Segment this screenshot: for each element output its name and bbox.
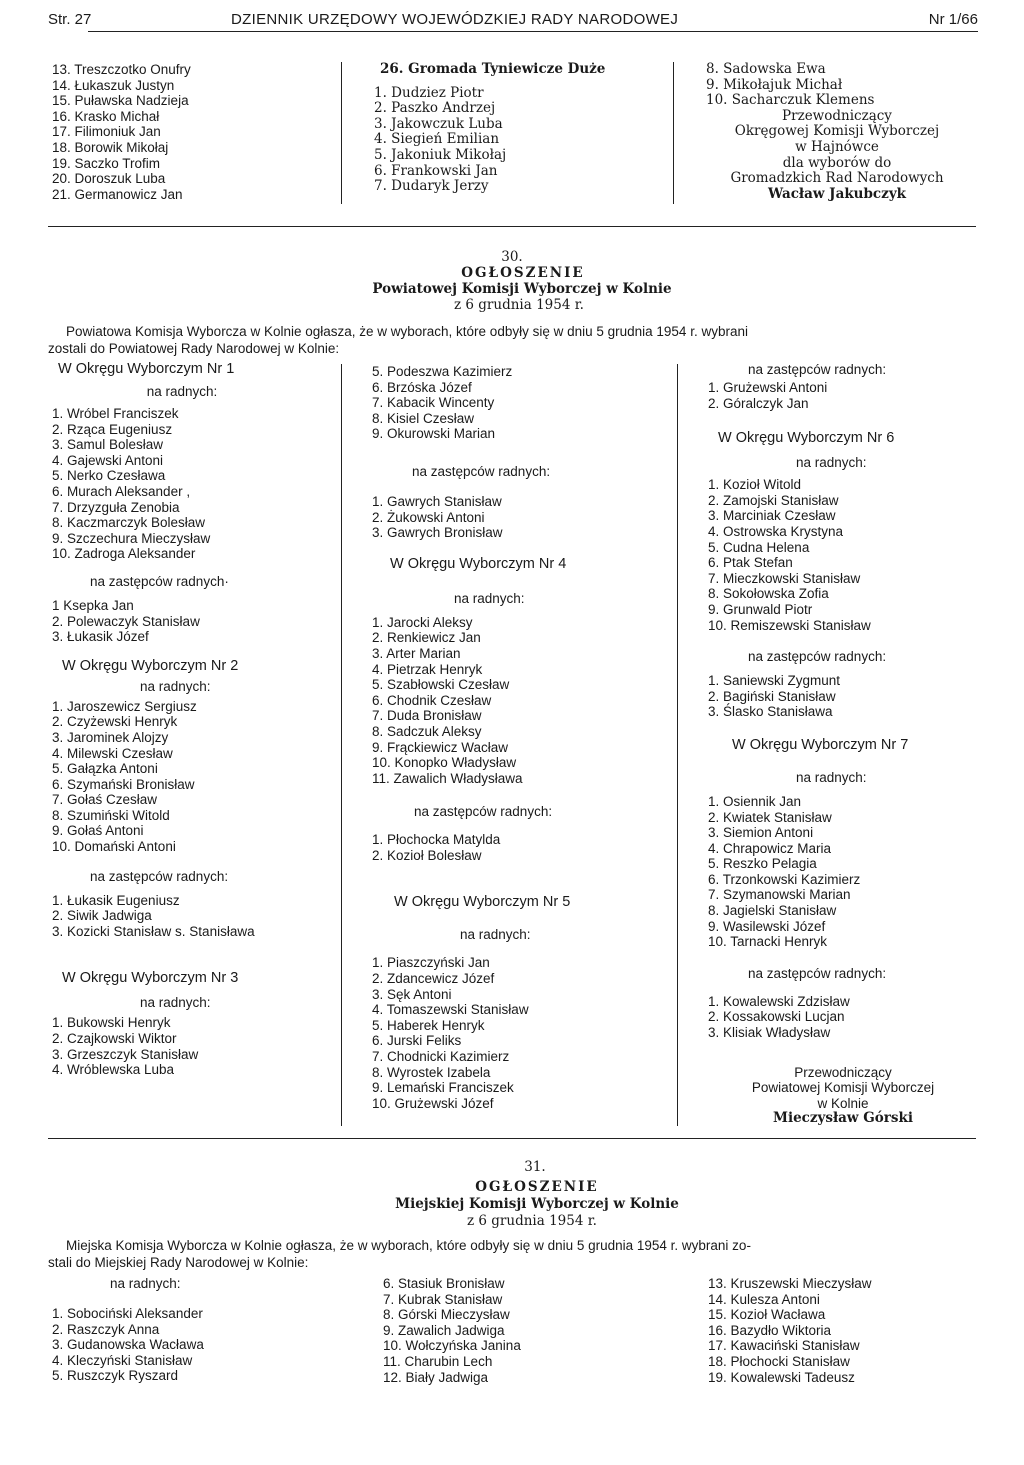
signature-line: Przewodniczący xyxy=(794,1064,892,1080)
list-item: 10. Remiszewski Stanisław xyxy=(708,617,871,633)
list-item: 7. Duda Bronisław xyxy=(372,708,482,724)
list-item: 7. Kabacik Wincenty xyxy=(372,395,495,411)
list-item: 7. Drzyzguła Zenobia xyxy=(52,499,180,515)
list-item: 2. Góralczyk Jan xyxy=(708,395,809,411)
district-title: W Okręgu Wyborczym Nr 4 xyxy=(390,555,567,572)
list-item: 9. Gołaś Antoni xyxy=(52,823,144,839)
list-item: 8. Sokołowska Zofia xyxy=(708,586,829,602)
subheading: na radnych: xyxy=(454,590,525,606)
section-divider xyxy=(48,1138,976,1139)
column-divider xyxy=(341,364,342,1126)
column-divider xyxy=(673,62,674,204)
list-item: 3. Ślasko Stanisława xyxy=(708,704,833,720)
section-divider xyxy=(48,226,976,227)
list-item: 6. Brzóska Józef xyxy=(372,379,472,395)
list-item: 7. Kubrak Stanisław xyxy=(383,1291,503,1307)
list-item: 1. Płochocka Matylda xyxy=(372,832,501,848)
list-item: 3. Gudanowska Wacława xyxy=(52,1337,204,1353)
list-item: 3. Grzeszczyk Stanisław xyxy=(52,1046,199,1062)
district-title: W Okręgu Wyborczym Nr 5 xyxy=(394,894,571,911)
list-item: 14. Kulesza Antoni xyxy=(708,1291,820,1307)
list-item: 4. Siegień Emilian xyxy=(374,131,500,148)
list-item: 2. Zdancewicz Józef xyxy=(372,971,495,987)
district-title: W Okręgu Wyborczym Nr 7 xyxy=(732,736,909,753)
list-item: 18. Płochocki Stanisław xyxy=(708,1353,850,1369)
header-rule xyxy=(88,31,978,32)
list-item: 2. Czyżewski Henryk xyxy=(52,714,178,730)
announcement-intro: Miejska Komisja Wyborcza w Kolnie ogłasza, że w wyborach, które odbyły się w dniu 5 grudnia 1954 r. wybrani zo- xyxy=(66,1238,751,1253)
announcement-30-header xyxy=(0,250,1024,314)
list-item: 6. Stasiuk Bronisław xyxy=(383,1276,505,1291)
list-item: 2. Żukowski Antoni xyxy=(372,509,485,525)
announcement-number: 30. xyxy=(501,249,523,265)
district-title: W Okręgu Wyborczym Nr 3 xyxy=(62,970,239,987)
subheading: na radnych: xyxy=(146,384,218,399)
list-item: 1. Kowalewski Zdzisław xyxy=(708,993,850,1009)
list-item: 6. Trzonkowski Kazimierz xyxy=(708,871,861,887)
announcement-title: OGŁOSZENIE xyxy=(475,1179,599,1195)
list-item: 2. Rząca Eugeniusz xyxy=(52,421,173,437)
list-item: 14. Łukaszuk Justyn xyxy=(52,77,175,93)
list-item: 2. Paszko Andrzej xyxy=(374,100,496,117)
list-item: 2. Zamojski Stanisław xyxy=(708,492,839,508)
list-item: 1. Łukasik Eugeniusz xyxy=(52,892,180,908)
announcement-31-header xyxy=(0,1160,1024,1230)
list-item: 3. Kozicki Stanisław s. Stanisława xyxy=(52,923,255,939)
list-item: 6. Szymański Bronisław xyxy=(52,776,195,792)
list-item: 13. Treszczotko Onufry xyxy=(52,62,191,77)
announcement-subtitle: Miejskiej Komisji Wyborczej w Kolnie xyxy=(395,1196,679,1212)
list-item: 6. Jurski Feliks xyxy=(372,1033,462,1049)
issue-number: Nr 1/66 xyxy=(928,11,978,28)
list-item: 10. Tarnacki Henryk xyxy=(708,934,828,950)
list-item: 4. Tomaszewski Stanisław xyxy=(372,1002,529,1018)
signature-line: w Kolnie xyxy=(817,1095,869,1111)
list-item: 8. Kisiel Czesław xyxy=(372,410,475,426)
announcement-intro: Powiatowa Komisja Wyborcza w Kolnie ogłasza, że w wyborach, które odbyły się w dniu 5 grudnia 1954 r. wybrani xyxy=(66,324,748,339)
subheading: na zastępców radnych· xyxy=(90,573,229,589)
announcement-date: z 6 grudnia 1954 r. xyxy=(454,297,584,313)
list-item: 10. Wołczyńska Janina xyxy=(383,1338,521,1354)
subheading: na radnych: xyxy=(140,995,211,1011)
list-item: 10. Domański Antoni xyxy=(52,839,176,855)
list-item: 9. Zawalich Jadwiga xyxy=(383,1322,505,1338)
signature-name: Mieczysław Górski xyxy=(773,1110,913,1127)
subheading: na zastępców radnych: xyxy=(414,804,553,820)
list-item: 5. Szabłowski Czesław xyxy=(372,677,510,693)
announcement-intro: zostali do Powiatowej Rady Narodowej w Kolnie: xyxy=(48,341,340,356)
list-item: 7. Szymanowski Marian xyxy=(708,887,851,903)
list-item: 9. Szczechura Mieczysław xyxy=(52,530,211,546)
list-item: 3. Gawrych Bronisław xyxy=(372,525,503,541)
list-item: 19. Saczko Trofim xyxy=(52,155,161,171)
page-header xyxy=(48,12,978,34)
list-item: 6. Frankowski Jan xyxy=(374,162,498,179)
list-item: 4. Kleczyński Stanisław xyxy=(52,1352,193,1368)
page-number: Str. 27 xyxy=(48,11,92,28)
signature-line: dla wyborów do xyxy=(782,154,892,171)
list-item: 4. Ostrowska Krystyna xyxy=(708,523,844,539)
list-item: 8. Wyrostek Izabela xyxy=(372,1064,491,1080)
list-item: 7. Dudaryk Jerzy xyxy=(374,178,489,195)
list-item: 12. Biały Jadwiga xyxy=(383,1369,489,1385)
subheading: na zastępców radnych: xyxy=(748,965,887,981)
list-item: 1. Sobociński Aleksander xyxy=(52,1306,203,1321)
list-item: 9. Lemański Franciszek xyxy=(372,1080,514,1096)
a31-col1 xyxy=(52,1276,204,1384)
signature-name: Wacław Jakubczyk xyxy=(767,185,907,202)
list-item: 8. Sadczuk Aleksy xyxy=(372,723,482,739)
subheading: na zastępców radnych: xyxy=(412,463,551,479)
announcement-number: 31. xyxy=(524,1159,546,1175)
section-title: 26. Gromada Tyniewicze Duże xyxy=(380,61,606,77)
subheading: na radnych: xyxy=(796,769,867,785)
list-item: 11. Zawalich Władysława xyxy=(372,770,523,786)
subheading: na radnych: xyxy=(460,927,531,943)
list-item: 7. Chodnicki Kazimierz xyxy=(372,1049,510,1065)
announcement-date: z 6 grudnia 1954 r. xyxy=(467,1213,597,1229)
top-col2-list xyxy=(374,62,605,195)
list-item: 10. Konopko Władysław xyxy=(372,755,517,771)
list-item: 4. Chrapowicz Maria xyxy=(708,840,832,856)
list-item: 3. Jarominek Alojzy xyxy=(52,729,169,745)
list-item: 11. Charubin Lech xyxy=(383,1353,493,1369)
list-item: 9. Wasilewski Józef xyxy=(708,918,826,934)
list-item: 6. Chodnik Czesław xyxy=(372,692,492,708)
list-item: 1. Dudziez Piotr xyxy=(374,84,484,101)
subheading: na zastępców radnych: xyxy=(748,649,887,665)
list-item: 6. Murach Aleksander , xyxy=(52,483,191,499)
list-item: 1. Jarocki Aleksy xyxy=(372,614,473,630)
list-item: 4. Milewski Czesław xyxy=(52,745,173,761)
list-item: 1. Jaroszewicz Sergiusz xyxy=(52,698,197,714)
subheading: na radnych: xyxy=(110,1276,181,1291)
top-col1-list xyxy=(52,62,191,202)
list-item: 3. Jakowczuk Luba xyxy=(374,115,503,132)
a31-col3 xyxy=(708,1276,872,1385)
district-title: W Okręgu Wyborczym Nr 2 xyxy=(62,657,239,674)
list-item: 4. Pietrzak Henryk xyxy=(372,661,483,677)
signature-line: Powiatowej Komisji Wyborczej xyxy=(751,1080,935,1096)
list-item: 15. Kozioł Wacława xyxy=(708,1307,826,1323)
subheading: na radnych: xyxy=(140,678,211,694)
list-item: 7. Gołaś Czesław xyxy=(52,792,158,808)
list-item: 17. Filimoniuk Jan xyxy=(52,124,161,140)
list-item: 8. Kaczmarczyk Bolesław xyxy=(52,515,206,531)
list-item: 2. Polewaczyk Stanisław xyxy=(52,613,200,629)
list-item: 20. Doroszuk Luba xyxy=(52,171,166,187)
district-title: W Okręgu Wyborczym Nr 1 xyxy=(58,361,235,377)
list-item: 18. Borowik Mikołaj xyxy=(52,139,169,155)
list-item: 13. Kruszewski Mieczysław xyxy=(708,1276,872,1291)
list-item: 2. Kozioł Bolesław xyxy=(372,847,482,863)
list-item: 1. Saniewski Zygmunt xyxy=(708,673,841,689)
list-item: 5. Haberek Henryk xyxy=(372,1017,485,1033)
column-divider xyxy=(341,62,342,204)
announcement-intro: stali do Miejskiej Rady Narodowej w Kolnie: xyxy=(48,1255,309,1270)
list-item: 2. Bagiński Stanisław xyxy=(708,688,836,704)
a30-col3 xyxy=(708,362,978,1127)
journal-title: DZIENNIK URZĘDOWY WOJEWÓDZKIEJ RADY NARODOWEJ xyxy=(231,11,679,28)
announcement-title: OGŁOSZENIE xyxy=(461,265,585,281)
list-item: 3. Łukasik Józef xyxy=(52,629,149,645)
list-item: 1. Wróbel Franciszek xyxy=(52,406,179,421)
list-item: 3. Klisiak Władysław xyxy=(708,1025,831,1041)
list-item: 10. Zadroga Aleksander xyxy=(52,546,196,562)
list-item: 5. Reszko Pelagia xyxy=(708,856,817,872)
column-divider xyxy=(677,364,678,1126)
list-item: 2. Raszczyk Anna xyxy=(52,1321,160,1337)
signature-line: Gromadzkich Rad Narodowych xyxy=(730,170,944,187)
list-item: 3. Arter Marian xyxy=(372,645,461,661)
district-title: W Okręgu Wyborczym Nr 6 xyxy=(718,430,895,447)
signature-line: Okręgowej Komisji Wyborczej xyxy=(734,123,940,140)
list-item: 1. Kozioł Witold xyxy=(708,477,802,493)
list-item: 2. Renkiewicz Jan xyxy=(372,630,481,646)
list-item: 16. Krasko Michał xyxy=(52,108,160,124)
signature-line: Przewodniczący xyxy=(782,107,892,124)
list-item: 10. Sacharczuk Klemens xyxy=(706,92,875,109)
list-item: 21. Germanowicz Jan xyxy=(52,186,183,202)
top-col3 xyxy=(706,62,976,202)
list-item: 8. Jagielski Stanisław xyxy=(708,903,837,919)
list-item: 5. Ruszczyk Ryszard xyxy=(52,1368,179,1384)
list-item: 5. Jakoniuk Mikołaj xyxy=(374,146,507,163)
list-item: 2. Kossakowski Lucjan xyxy=(708,1009,845,1025)
list-item: 1. Osiennik Jan xyxy=(708,793,802,809)
list-item: 10. Grużewski Józef xyxy=(372,1095,494,1111)
list-item: 19. Kowalewski Tadeusz xyxy=(708,1369,855,1385)
list-item: 9. Frąckiewicz Wacław xyxy=(372,739,509,755)
announcement-subtitle: Powiatowej Komisji Wyborczej w Kolnie xyxy=(372,281,672,297)
list-item: 1. Grużewski Antoni xyxy=(708,380,828,395)
list-item: 3. Siemion Antoni xyxy=(708,825,814,841)
list-item: 17. Kawaciński Stanisław xyxy=(708,1338,860,1354)
list-item: 9. Okurowski Marian xyxy=(372,426,496,442)
list-item: 4. Wróblewska Luba xyxy=(52,1062,175,1078)
list-item: 6. Ptak Stefan xyxy=(708,555,793,571)
list-item: 9. Mikołajuk Michał xyxy=(706,76,843,93)
list-item: 9. Grunwald Piotr xyxy=(708,601,813,617)
list-item: 1 Ksepka Jan xyxy=(52,597,134,613)
a30-col2 xyxy=(372,364,672,1111)
list-item: 1. Gawrych Stanisław xyxy=(372,493,502,509)
list-item: 2. Kwiatek Stanisław xyxy=(708,809,832,825)
signature-line: w Hajnówce xyxy=(795,138,879,155)
list-item: 1. Bukowski Henryk xyxy=(52,1015,171,1031)
list-item: 5. Gałązka Antoni xyxy=(52,761,158,777)
list-item: 2. Siwik Jadwiga xyxy=(52,908,152,924)
subheading: na radnych: xyxy=(796,455,867,471)
a31-col2 xyxy=(383,1276,521,1385)
list-item: 4. Gajewski Antoni xyxy=(52,452,164,468)
list-item: 15. Puławska Nadzieja xyxy=(52,93,189,109)
list-item: 3. Marciniak Czesław xyxy=(708,508,836,524)
list-item: 8. Szumiński Witold xyxy=(52,807,170,823)
list-item: 5. Cudna Helena xyxy=(708,539,810,555)
list-item: 3. Sęk Antoni xyxy=(372,986,452,1002)
list-item: 1. Piaszczyński Jan xyxy=(372,955,490,971)
subheading: na zastępców radnych: xyxy=(90,868,229,884)
list-item: 16. Bazydło Wiktoria xyxy=(708,1322,832,1338)
list-item: 8. Sadowska Ewa xyxy=(706,61,826,77)
list-item: 8. Górski Mieczysław xyxy=(383,1307,510,1323)
list-item: 2. Czajkowski Wiktor xyxy=(52,1031,177,1047)
subheading: na zastępców radnych: xyxy=(748,362,887,377)
list-item: 7. Mieczkowski Stanisław xyxy=(708,570,861,586)
a30-col1 xyxy=(52,362,342,1078)
list-item: 5. Podeszwa Kazimierz xyxy=(372,364,513,379)
list-item: 5. Nerko Czesława xyxy=(52,468,166,484)
list-item: 3. Samul Bolesław xyxy=(52,437,164,453)
